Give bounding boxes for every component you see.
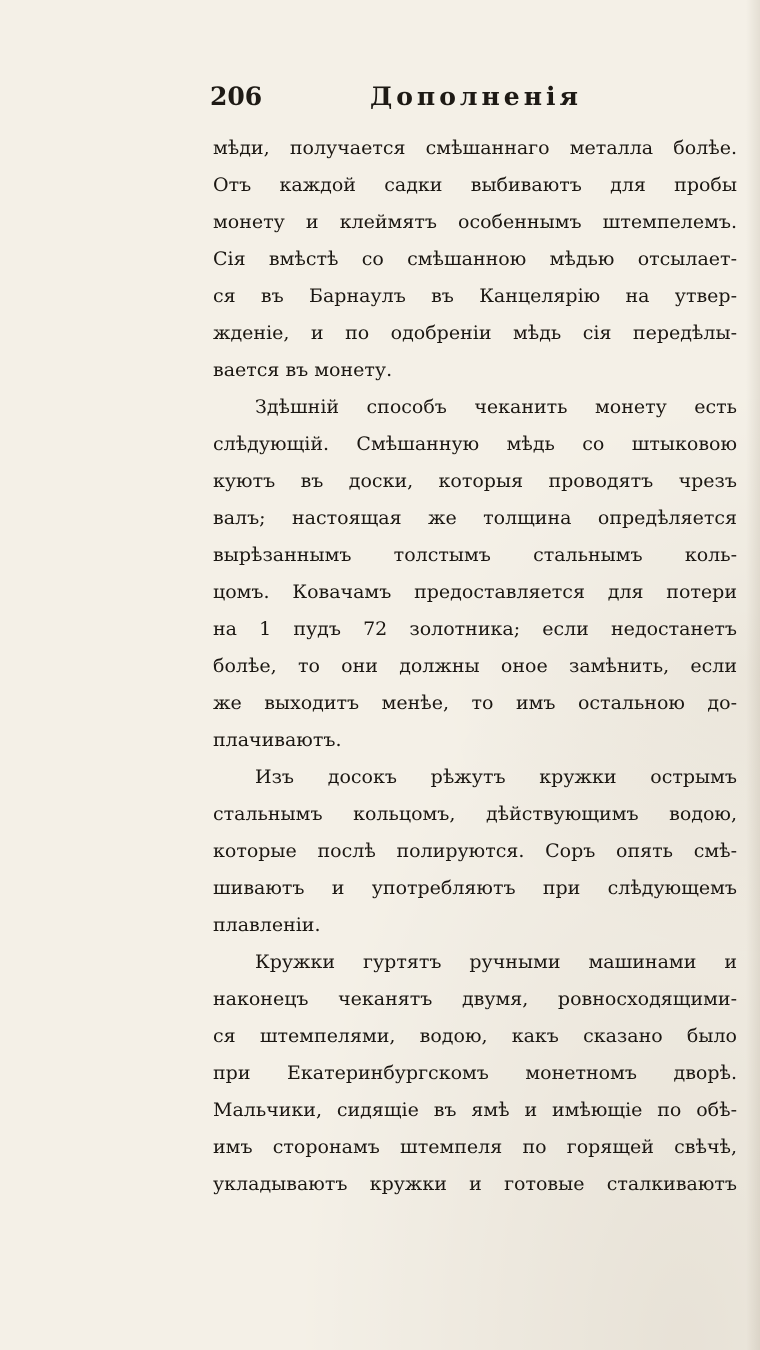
text-line: цомъ. Ковачамъ предоставляется для потери [213, 581, 737, 603]
text-line: Здѣшній способъ чеканить монету есть [255, 396, 737, 418]
text-line: плавленіи. [213, 914, 321, 936]
paragraph-4 [213, 944, 737, 1203]
text-line: вырѣзаннымъ толстымъ стальнымъ коль- [213, 544, 737, 566]
body-text [213, 130, 737, 1203]
text-line: наконецъ чеканятъ двумя, ровносходящими- [213, 988, 737, 1010]
text-line: при Екатеринбургскомъ монетномъ дворѣ. [213, 1062, 737, 1084]
text-line: мѣди, получается смѣшаннаго металла болѣе. [213, 137, 737, 159]
text-line: Кружки гуртятъ ручными машинами и [255, 951, 737, 973]
text-line: укладываютъ кружки и готовые сталкиваютъ [213, 1173, 737, 1195]
text-line: стальнымъ кольцомъ, дѣйствующимъ водою, [213, 803, 737, 825]
text-line: шиваютъ и употребляютъ при слѣдующемъ [213, 877, 737, 899]
text-line: валъ; настоящая же толщина опредѣляется [213, 507, 737, 529]
text-line: ся въ Барнаулъ въ Канцелярію на утвер- [213, 285, 737, 307]
text-line: Изъ досокъ рѣжутъ кружки острымъ [255, 766, 737, 788]
text-line: же выходитъ менѣе, то имъ остальною до- [213, 692, 737, 714]
text-line: на 1 пудъ 72 золотника; если недостанетъ [213, 618, 737, 640]
text-line: монету и клеймятъ особеннымъ штемпелемъ. [213, 211, 737, 233]
paragraph-1 [213, 130, 737, 389]
text-line: куютъ въ доски, которыя проводятъ чрезъ [213, 470, 737, 492]
page-number: 206 [210, 82, 263, 111]
running-title: Дополненія [370, 82, 582, 111]
paragraph-2 [213, 389, 737, 759]
text-line: Сія вмѣстѣ со смѣшанною мѣдью отсылает- [213, 248, 737, 270]
text-line: Мальчики, сидящіе въ ямѣ и имѣющіе по обѣ- [213, 1099, 737, 1121]
text-line: слѣдующій. Смѣшанную мѣдь со штыковою [213, 433, 737, 455]
paragraph-3 [213, 759, 737, 944]
running-head [210, 82, 740, 118]
text-line: ся штемпелями, водою, какъ сказано было [213, 1025, 737, 1047]
text-line: жденіе, и по одобреніи мѣдь сія передѣлы- [213, 322, 737, 344]
text-line: вается въ монету. [213, 359, 393, 381]
text-line: болѣе, то они должны оное замѣнить, если [213, 655, 737, 677]
page-edge-shadow [746, 0, 760, 1350]
text-line: имъ сторонамъ штемпеля по горящей свѣчѣ, [213, 1136, 737, 1158]
text-line: которые послѣ полируются. Соръ опять смѣ- [213, 840, 737, 862]
text-line: Отъ каждой садки выбиваютъ для пробы [213, 174, 737, 196]
text-line: плачиваютъ. [213, 729, 342, 751]
